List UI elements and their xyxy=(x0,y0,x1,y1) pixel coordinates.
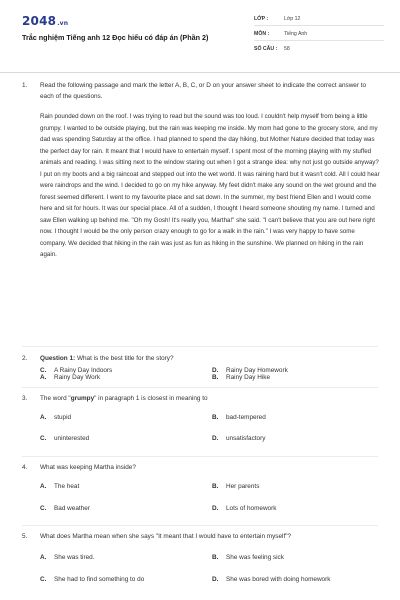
question-label: Question 1: xyxy=(40,355,76,362)
option-a[interactable] xyxy=(40,374,100,381)
option-letter: C. xyxy=(40,505,47,512)
question-number: 2. xyxy=(22,355,28,362)
question-keyword: grumpy xyxy=(70,395,95,402)
header-divider xyxy=(0,72,400,73)
option-text: She had to find something to do xyxy=(54,576,145,583)
option-d[interactable] xyxy=(212,435,265,442)
option-letter: D. xyxy=(212,505,219,512)
option-letter: D. xyxy=(212,576,219,583)
page-header xyxy=(0,0,400,62)
logo-suffix: .vn xyxy=(57,20,69,27)
question-instruction: Read the following passage and mark the letter A, B, C, or D on your answer sheet to indicate the correct answer to each of the questions. xyxy=(40,82,367,100)
option-letter: A. xyxy=(40,483,47,490)
option-c[interactable] xyxy=(40,367,112,374)
option-a[interactable] xyxy=(40,414,71,421)
meta-count-value: 58 xyxy=(284,46,290,52)
option-text: bad-tempered xyxy=(226,414,266,421)
question-text: What was keeping Martha inside? xyxy=(40,464,136,471)
option-a[interactable] xyxy=(40,483,79,490)
option-d[interactable] xyxy=(212,576,330,583)
option-d[interactable] xyxy=(212,505,276,512)
option-letter: C. xyxy=(40,435,47,442)
option-letter: B. xyxy=(212,483,219,490)
option-b[interactable] xyxy=(212,374,270,381)
option-letter: C. xyxy=(40,576,47,583)
option-b[interactable] xyxy=(212,414,266,421)
site-logo[interactable] xyxy=(22,14,68,28)
option-text: She was feeling sick xyxy=(226,554,284,561)
question-divider xyxy=(22,346,378,347)
option-letter: D. xyxy=(212,367,219,374)
meta-subject-value: Tiếng Anh xyxy=(284,31,308,37)
divider xyxy=(254,25,384,26)
option-letter: B. xyxy=(212,554,219,561)
option-d[interactable] xyxy=(212,367,288,374)
option-b[interactable] xyxy=(212,554,284,561)
option-text: Rainy Day Work xyxy=(54,374,101,381)
question-divider xyxy=(22,387,378,388)
option-text: Rainy Day Hike xyxy=(226,374,271,381)
option-a[interactable] xyxy=(40,554,95,561)
question-text xyxy=(40,353,380,364)
option-c[interactable] xyxy=(40,576,144,583)
option-letter: D. xyxy=(212,435,219,442)
meta-class-key: LỚP : xyxy=(254,16,269,22)
option-text: Lots of homework xyxy=(226,505,277,512)
option-text: A Rainy Day Indoors xyxy=(54,367,113,374)
divider xyxy=(254,40,384,41)
option-b[interactable] xyxy=(212,483,259,490)
option-letter: B. xyxy=(212,374,219,381)
option-letter: B. xyxy=(212,414,219,421)
option-letter: A. xyxy=(40,374,47,381)
reading-passage: Rain pounded down on the roof. I was trying to read but the sound was too loud. I couldn't help myself from being a little grumpy. I wanted to be outside playing, but the rain was keeping me inside. My mom had gone to the grocery store, and my dad was spending Saturday at the office. I had planned to spend the day hiking, but Mother Nature decided that today was the perfect day for rain. It meant that I would have to entertain myself. I spent most of the morning playing with my stuffed animals and reading. I was sitting next to the window staring out when I got a strange idea: why not just go outside anyway? I put on my boots and a big raincoat and stepped out into the wet world. It was raining hard but it wasn't cold. All I could hear were raindrops and the wind. I decided to go on my hike anyway. My feet didn't make any sound on the wet ground and the forest seemed different. I went to my favourite place and sat down. In the summer, my best friend Ellen and I would come here and sit for hours. It was our special place. All of a sudden, I thought I heard someone shouting my name. I turned and saw Ellen walking up behind me. "Oh my Gosh! It's really you, Martha!" she said. "I can't believe that you are out here right now. I thought I would be the only person crazy enough to go for a walk in the rain." I was very happy to have some company. We decided that hiking in the rain was just as fun as hiking in the sunshine. We planned on hiking in the rain again. xyxy=(40,113,380,258)
question-text: What does Martha mean when she says "It meant that I would have to entertain myself"? xyxy=(40,533,292,540)
question-body: What is the best title for the story? xyxy=(76,355,174,362)
question-number: 3. xyxy=(22,395,28,402)
option-text: She was bored with doing homework xyxy=(226,576,331,583)
logo-text: 2048 xyxy=(22,14,57,28)
option-c[interactable] xyxy=(40,435,89,442)
option-letter: A. xyxy=(40,554,47,561)
option-text: Bad weather xyxy=(54,505,90,512)
meta-subject-key: MÔN : xyxy=(254,31,270,37)
option-text: stupid xyxy=(54,414,72,421)
option-letter: C. xyxy=(40,367,47,374)
page-title: Trắc nghiệm Tiếng anh 12 Đọc hiểu có đáp án (Phần 2) xyxy=(22,33,209,42)
option-text: The heat xyxy=(54,483,80,490)
question-divider xyxy=(22,456,378,457)
question-number: 4. xyxy=(22,464,28,471)
meta-class-value: Lớp 12 xyxy=(284,16,301,22)
option-text: Rainy Day Homework xyxy=(226,367,288,374)
option-letter: A. xyxy=(40,414,47,421)
question-number: 1. xyxy=(22,82,28,89)
question-body: " in paragraph 1 is closest in meaning to xyxy=(94,395,208,402)
question-divider xyxy=(22,525,378,526)
question-body: The word " xyxy=(40,395,71,402)
meta-count-key: SỐ CÂU : xyxy=(254,46,278,52)
option-text: uninterested xyxy=(54,435,90,442)
option-text: unsatisfactory xyxy=(226,435,266,442)
option-text: She was tired. xyxy=(54,554,95,561)
question-number: 5. xyxy=(22,533,28,540)
option-c[interactable] xyxy=(40,505,90,512)
option-text: Her parents xyxy=(226,483,260,490)
question-text xyxy=(40,393,380,404)
